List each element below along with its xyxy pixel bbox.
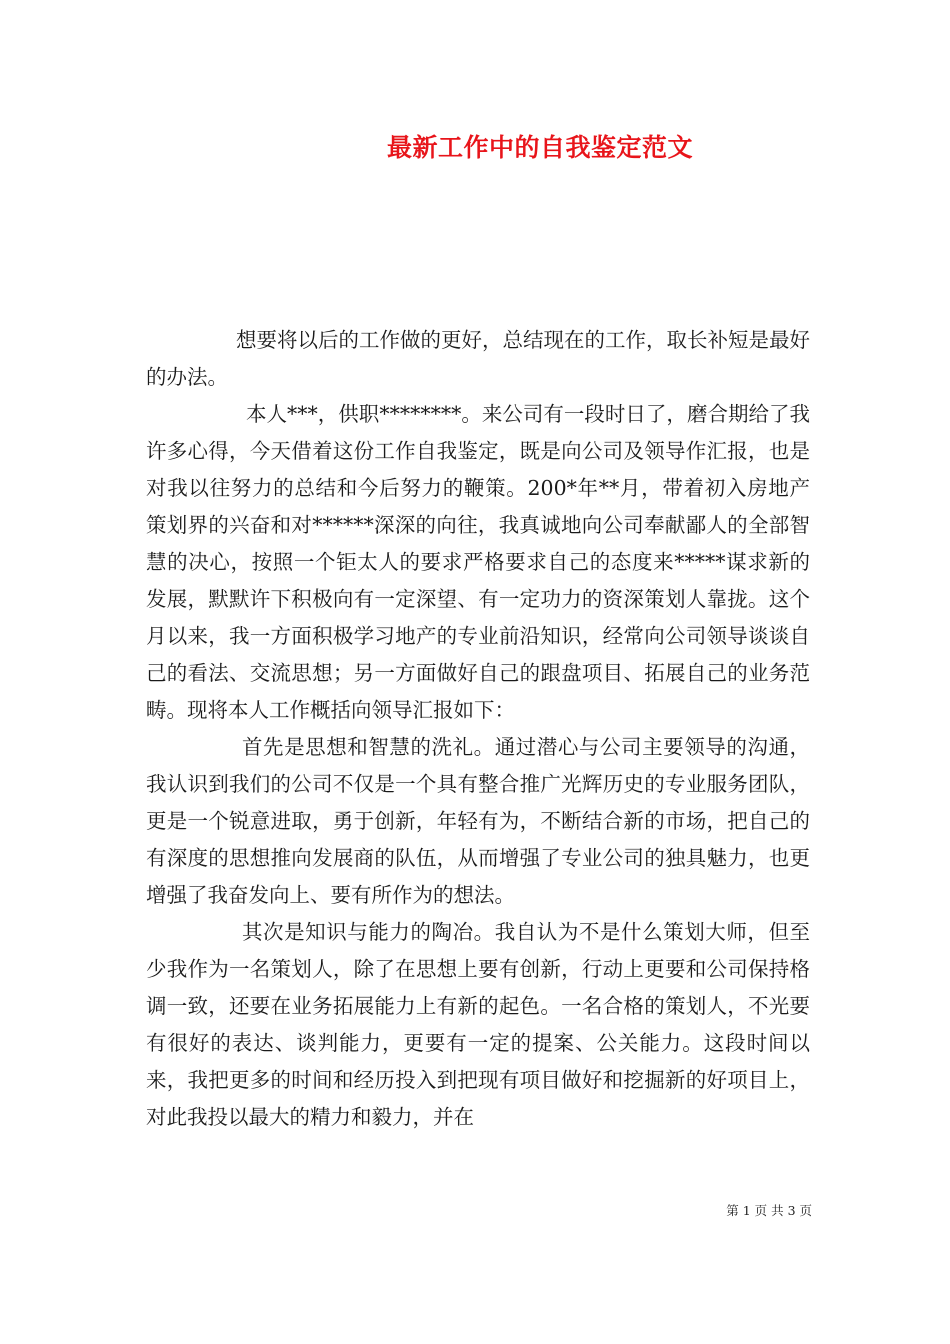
page-number-footer: 第 1 页 共 3 页 (726, 1203, 812, 1218)
paragraph-self-introduction: 本人***，供职********。来公司有一段时日了，磨合期给了我许多心得，今天借着这份工作自我鉴定，既是向公司及领导作汇报，也是对我以往努力的总结和今后努力的鞭策。200*年**月，带着初入房地产策划界的兴奋和对******深深的向往，我真诚地向公司奉献鄙人的全部智慧的决心，按照一个钜太人的要求严格要求自己的态度来*****谋求新的发展，默默许下积极向有一定深望、有一定功力的资深策划人靠拢。这个月以来，我一方面积极学习地产的专业前沿知识，经常向公司领导谈谈自己的看法、交流思想；另一方面做好自己的跟盘项目、拓展自己的业务范畴。现将本人工作概括向领导汇报如下： (146, 402, 810, 722)
paragraph-thought: 首先是思想和智慧的洗礼。通过潜心与公司主要领导的沟通，我认识到我们的公司不仅是一个具有整合推广光辉历史的专业服务团队，更是一个锐意进取，勇于创新，年轻有为，不断结合新的市场，把自己的有深度的思想推向发展商的队伍，从而增强了专业公司的独具魅力，也更增强了我奋发向上、要有所作为的想法。 (146, 735, 810, 907)
document-title: 最新工作中的自我鉴定范文 (386, 133, 693, 162)
paragraph-intro: 想要将以后的工作做的更好，总结现在的工作，取长补短是最好的办法。 (146, 328, 810, 389)
paragraph-knowledge: 其次是知识与能力的陶冶。我自认为不是什么策划大师，但至少我作为一名策划人，除了在思想上要有创新，行动上更要和公司保持格调一致，还要在业务拓展能力上有新的起色。一名合格的策划人，不光要有很好的表达、谈判能力，更要有一定的提案、公关能力。这段时间以来，我把更多的时间和经历投入到把现有项目做好和挖掘新的好项目上，对此我投以最大的精力和毅力，并在 (146, 920, 810, 1129)
document-body (146, 322, 810, 1136)
